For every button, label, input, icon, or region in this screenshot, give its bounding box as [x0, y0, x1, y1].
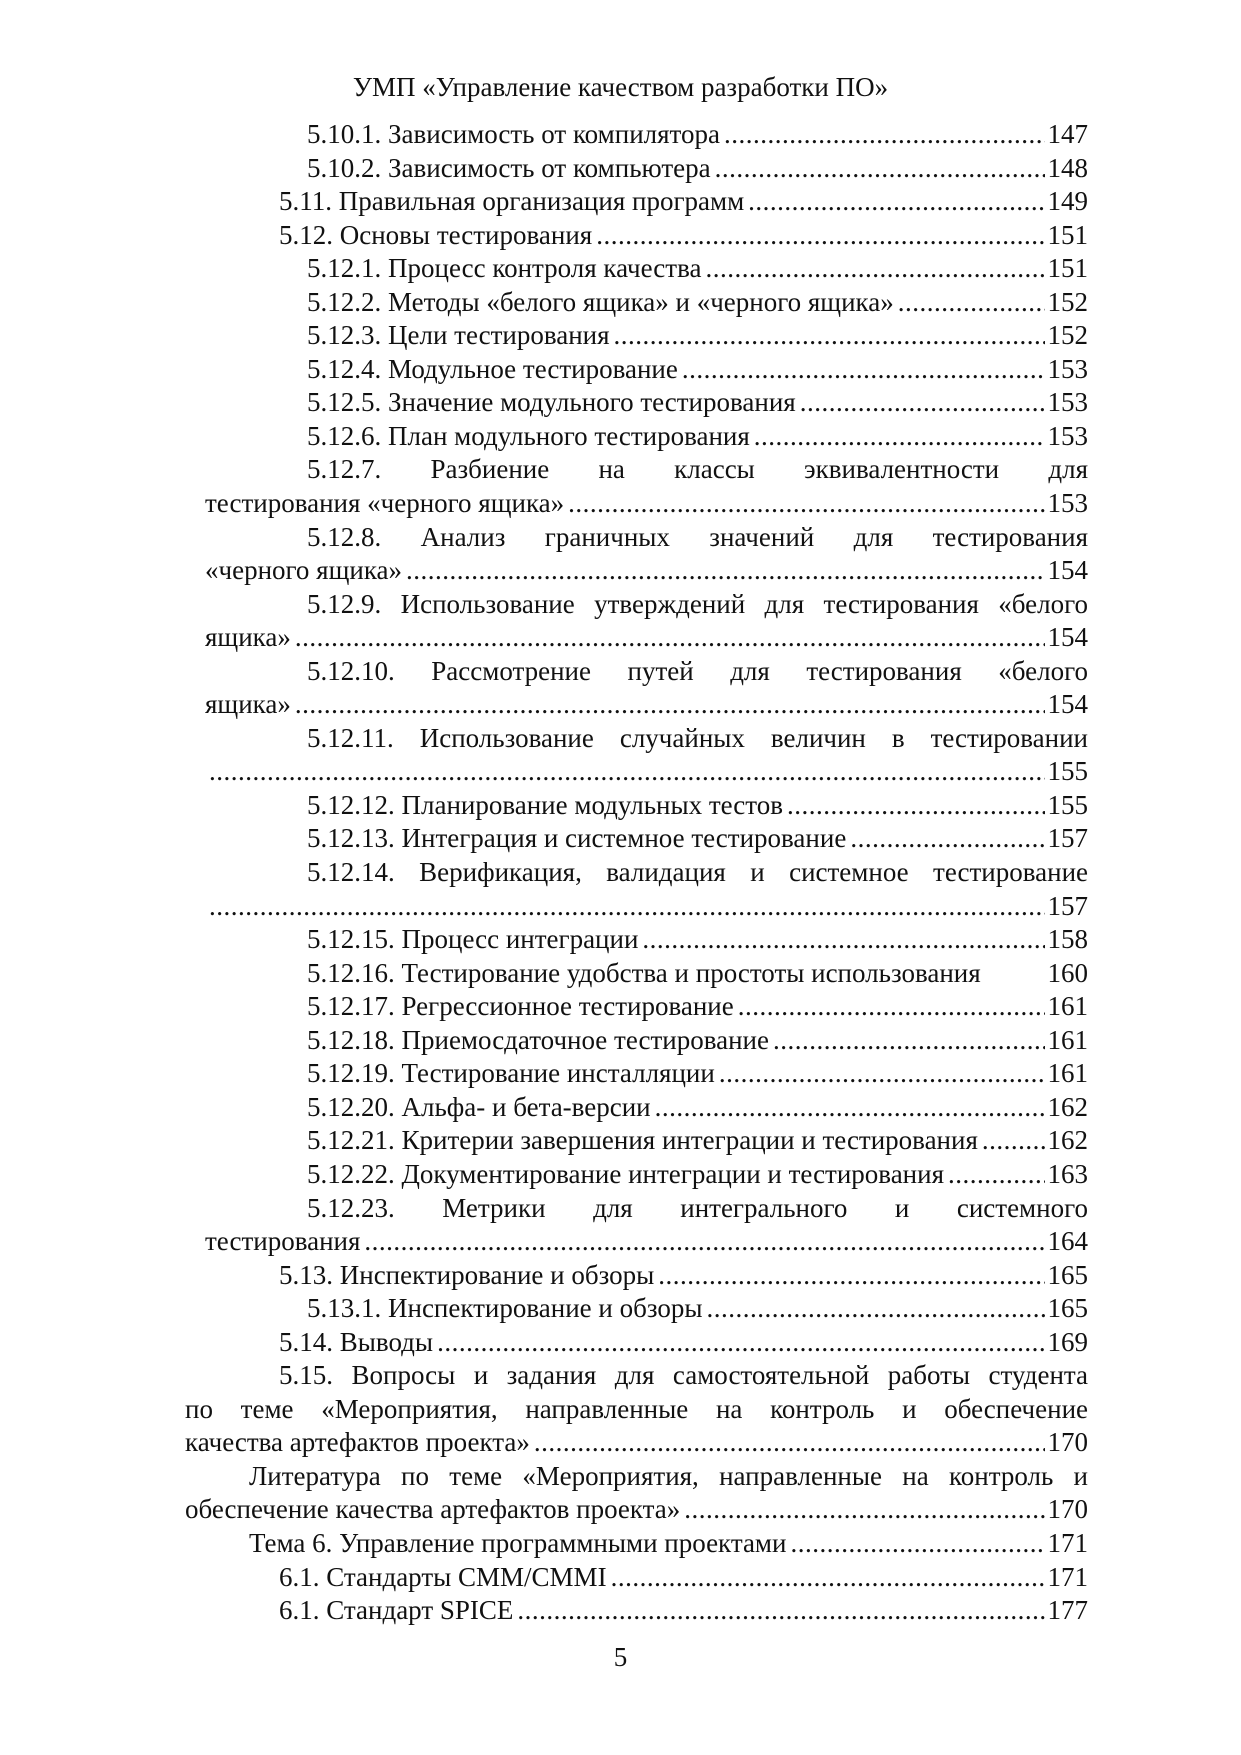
dot-leader	[534, 1426, 1045, 1460]
toc-entry-page: 157	[1047, 823, 1088, 854]
toc-entry-title: Тестирование удобства и простоты использования	[401, 957, 981, 988]
toc-entry-page: 161	[1047, 1058, 1088, 1089]
toc-entry[interactable]	[185, 1460, 1088, 1527]
toc-entry-number: 5.12.17.	[307, 991, 395, 1022]
toc-entry-title-line1: Литература по теме «Мероприятия, направленные на контроль и	[249, 1460, 1088, 1491]
toc-entry-title: Цели тестирования	[388, 320, 610, 351]
dot-leader	[898, 286, 1045, 320]
toc-entry-number: 5.12.8.	[307, 521, 382, 552]
page-header: УМП «Управление качеством разработки ПО»	[352, 72, 889, 102]
dot-leader	[437, 1326, 1044, 1360]
toc-entry-number: 5.12.15.	[307, 924, 395, 955]
toc-entry-title: Стандарт SPICE	[326, 1595, 514, 1626]
toc-entry-title-line2: ящика»	[205, 622, 291, 653]
toc-entry-page: 170	[1047, 1427, 1088, 1458]
toc-entry-number: 5.12.4.	[307, 353, 382, 384]
dot-leader	[748, 185, 1044, 219]
toc-entry-number: 5.12.7.	[307, 454, 382, 485]
toc-entry[interactable]	[205, 219, 1088, 253]
toc-entry[interactable]	[205, 722, 1088, 789]
toc-entry-number: 5.11.	[279, 186, 332, 217]
toc-entry-page: 161	[1047, 1024, 1088, 1055]
toc-entry-number: 5.12.9.	[307, 588, 382, 619]
toc-entry[interactable]	[205, 420, 1088, 454]
toc-entry-title: Правильная организация программ	[338, 186, 745, 217]
toc-entry-page: 147	[1047, 119, 1088, 149]
toc-entry-title: Инспектирование и обзоры	[388, 1293, 703, 1324]
dot-leader	[682, 353, 1045, 387]
toc-entry-title: Альфа- и бета-версии	[401, 1091, 651, 1122]
toc-entry-page: 171	[1047, 1527, 1088, 1558]
toc-entry-title-line1: Вопросы и задания для самостоятельной работы студента	[351, 1360, 1089, 1391]
toc-entry[interactable]	[205, 286, 1088, 320]
toc-entry-title: Тестирование инсталляции	[401, 1058, 715, 1089]
toc-entry-title-line2: обеспечение качества артефактов проекта»	[185, 1494, 681, 1525]
toc-entry-page: 149	[1047, 186, 1088, 217]
toc-entry-page: 161	[1047, 991, 1088, 1022]
dot-leader	[754, 420, 1045, 454]
toc-entry-title: Стандарты CMM/CMMI	[326, 1561, 607, 1592]
toc-entry-title-line2: «черного ящика»	[205, 555, 403, 586]
toc-entry-page: 155	[1047, 756, 1088, 787]
toc-entry-page: 162	[1047, 1091, 1088, 1122]
toc-entry-title-line1: Использование утверждений для тестирования «белого	[400, 588, 1089, 619]
toc-entry-number: 5.12.2.	[307, 286, 382, 317]
toc-entry-page: 165	[1047, 1293, 1088, 1324]
toc-entry-title: Основы тестирования	[339, 219, 593, 250]
toc-entry[interactable]	[205, 353, 1088, 387]
toc-entry[interactable]	[205, 118, 1088, 152]
dot-leader	[295, 688, 1045, 722]
toc-entry-page: 169	[1047, 1326, 1088, 1357]
toc-entry-title: Планирование модульных тестов	[401, 789, 783, 820]
toc-entry-number: 5.13.	[279, 1259, 333, 1290]
toc-entry-title-line2: ящика»	[205, 689, 291, 720]
toc-entry-title: Зависимость от компилятора	[388, 119, 720, 149]
dot-leader	[658, 1259, 1044, 1293]
toc-entry[interactable]	[205, 1292, 1088, 1326]
toc-entry-title-line3: качества артефактов проекта»	[185, 1427, 530, 1458]
toc-entry-number: 5.12.11.	[307, 722, 394, 753]
toc-entry[interactable]	[205, 1326, 1088, 1360]
toc-entry-title-line2: по теме «Мероприятия, направленные на контроль и обеспечение	[185, 1393, 1088, 1424]
toc-entry-page: 177	[1047, 1595, 1088, 1626]
toc-entry-title: Процесс контроля качества	[388, 253, 702, 284]
toc-entry[interactable]	[205, 1124, 1088, 1158]
toc-entry-page: 158	[1047, 924, 1088, 955]
toc-entry[interactable]	[205, 152, 1088, 186]
toc-entry[interactable]	[205, 923, 1088, 957]
toc-entry-page: 153	[1047, 488, 1088, 519]
toc-entry-title: Зависимость от компьютера	[388, 152, 711, 183]
toc-entry[interactable]	[205, 1091, 1088, 1125]
dot-leader	[715, 152, 1045, 186]
toc-entry-title: План модульного тестирования	[388, 420, 750, 451]
toc-entry-page: 162	[1047, 1125, 1088, 1156]
toc-entry[interactable]	[205, 319, 1088, 353]
toc-entry[interactable]	[205, 521, 1088, 588]
toc-entry-title-line2: тестирования	[205, 1226, 361, 1257]
toc-entry[interactable]	[205, 1259, 1088, 1293]
toc-entry-number: 5.12.14.	[307, 857, 395, 888]
toc-entry-number: 5.14.	[279, 1326, 333, 1357]
toc-entry[interactable]	[205, 252, 1088, 286]
dot-leader	[705, 252, 1044, 286]
dot-leader	[790, 1527, 1044, 1561]
toc-entry-page: 154	[1047, 622, 1088, 653]
toc-entry-title-line1: Метрики для интегрального и системного	[442, 1192, 1088, 1223]
dot-leader	[295, 621, 1045, 655]
dot-leader	[724, 118, 1045, 152]
toc-entry-title: Регрессионное тестирование	[401, 991, 734, 1022]
toc-entry-page: 154	[1047, 689, 1088, 720]
toc-entry-page: 151	[1047, 219, 1088, 250]
dot-leader	[568, 487, 1044, 521]
dot-leader	[406, 554, 1044, 588]
page-number: 5	[613, 1642, 628, 1672]
dot-leader	[364, 1225, 1044, 1259]
toc-entry[interactable]	[205, 1192, 1088, 1259]
toc-entry[interactable]	[205, 789, 1088, 823]
toc-entry-page: 154	[1047, 555, 1088, 586]
toc-entry-title: Выводы	[339, 1326, 434, 1357]
dot-leader	[706, 1292, 1044, 1326]
toc-entry[interactable]	[205, 990, 1088, 1024]
toc-entry[interactable]	[205, 185, 1088, 219]
toc-entry[interactable]	[205, 1158, 1088, 1192]
dot-leader	[517, 1594, 1044, 1628]
toc-entry-title-line1: Анализ граничных значений для тестирования	[420, 521, 1089, 552]
toc-entry-number: 5.12.	[279, 219, 333, 250]
toc-entry-number: 5.10.1.	[307, 119, 382, 149]
toc-entry-page: 165	[1047, 1259, 1088, 1290]
toc-entry-number: 5.10.2.	[307, 152, 382, 183]
toc-entry-title: Методы «белого ящика» и «черного ящика»	[388, 286, 894, 317]
toc-entry-title: Приемосдаточное тестирование	[401, 1024, 769, 1055]
dot-leader	[738, 990, 1045, 1024]
toc-entry-number: 5.13.1.	[307, 1293, 382, 1324]
toc-entry-title: Критерии завершения интеграции и тестирования	[401, 1125, 978, 1156]
dot-leader	[800, 386, 1045, 420]
toc-entry-page: 160	[1047, 957, 1088, 988]
dot-leader	[684, 1493, 1044, 1527]
dot-leader	[611, 1561, 1045, 1595]
dot-leader	[209, 755, 1045, 789]
dot-leader	[850, 822, 1044, 856]
toc-entry-number: 5.12.12.	[307, 789, 395, 820]
toc-entry-page: 164	[1047, 1226, 1088, 1257]
toc-entry-title: Тема 6. Управление программными проектами	[249, 1527, 787, 1558]
toc-entry-title: Процесс интеграции	[401, 924, 639, 955]
toc-entry-title-line1: Верификация, валидация и системное тестирование	[419, 857, 1089, 888]
toc-entry[interactable]	[205, 822, 1088, 856]
toc-entry-title-line1: Рассмотрение путей для тестирования «белого	[431, 655, 1088, 686]
dot-leader	[642, 923, 1044, 957]
toc-entry[interactable]	[205, 453, 1088, 520]
toc-entry-number: 5.12.18.	[307, 1024, 395, 1055]
toc-entry-number: 5.12.13.	[307, 823, 395, 854]
toc-entry-number: 5.12.10.	[307, 655, 395, 686]
toc-entry-page: 171	[1047, 1561, 1088, 1592]
dot-leader	[982, 1124, 1045, 1158]
toc-entry[interactable]	[205, 957, 1088, 991]
toc-entry-page: 163	[1047, 1158, 1088, 1189]
toc-entry-title: Документирование интеграции и тестирования	[401, 1158, 944, 1189]
toc-entry-title-line1: Разбиение на классы эквивалентности для	[430, 454, 1089, 485]
dot-leader	[719, 1057, 1045, 1091]
toc-entry[interactable]	[185, 1359, 1088, 1460]
toc-entry[interactable]	[205, 1057, 1088, 1091]
toc-entry-number: 5.12.19.	[307, 1058, 395, 1089]
toc-entry-title: Инспектирование и обзоры	[339, 1259, 655, 1290]
toc-entry-page: 152	[1047, 320, 1088, 351]
toc-entry-title-line2: тестирования «черного ящика»	[205, 488, 565, 519]
toc-entry-page: 153	[1047, 353, 1088, 384]
toc-entry-number: 6.1.	[279, 1561, 320, 1592]
toc-entry-title: Модульное тестирование	[388, 353, 678, 384]
toc-entry-page: 152	[1047, 286, 1088, 317]
toc-entry-number: 5.12.21.	[307, 1125, 395, 1156]
dot-leader	[614, 319, 1045, 353]
toc-entry-number: 5.12.23.	[307, 1192, 395, 1223]
toc-entry-number: 5.15.	[279, 1360, 333, 1391]
toc-entry-page: 151	[1047, 253, 1088, 284]
toc-entry[interactable]	[205, 1527, 1088, 1561]
dot-leader	[773, 1024, 1045, 1058]
dot-leader	[596, 219, 1044, 253]
toc-entry-page: 170	[1047, 1494, 1088, 1525]
toc-entry-number: 5.12.5.	[307, 387, 382, 418]
toc-entry[interactable]	[205, 386, 1088, 420]
toc-entry-number: 5.12.6.	[307, 420, 382, 451]
toc-entry-number: 6.1.	[279, 1595, 320, 1626]
dot-leader	[655, 1091, 1045, 1125]
toc-entry-page: 153	[1047, 420, 1088, 451]
dot-leader	[209, 890, 1045, 924]
toc-entry[interactable]	[205, 655, 1088, 722]
toc-entry-page: 153	[1047, 387, 1088, 418]
toc-entry[interactable]	[205, 1594, 1088, 1628]
toc-entry-title-line1: Использование случайных величин в тестировании	[419, 722, 1088, 753]
toc-entry[interactable]	[205, 1024, 1088, 1058]
toc-entry[interactable]	[205, 1561, 1088, 1595]
toc-entry-page: 148	[1047, 152, 1088, 183]
toc-entry-title: Значение модульного тестирования	[388, 387, 796, 418]
toc-entry-number: 5.12.22.	[307, 1158, 395, 1189]
toc-entry[interactable]	[205, 856, 1088, 923]
toc-entry-page: 155	[1047, 789, 1088, 820]
toc-entry-number: 5.12.1.	[307, 253, 382, 284]
toc-entry-number: 5.12.16.	[307, 957, 395, 988]
toc-entry-number: 5.12.20.	[307, 1091, 395, 1122]
toc-entry-title: Интеграция и системное тестирование	[401, 823, 847, 854]
toc-entry[interactable]	[205, 588, 1088, 655]
dot-leader	[948, 1158, 1045, 1192]
dot-leader	[787, 789, 1045, 823]
toc-entry-number: 5.12.3.	[307, 320, 382, 351]
table-of-contents	[185, 118, 1089, 1628]
toc-entry-page: 157	[1047, 890, 1088, 921]
